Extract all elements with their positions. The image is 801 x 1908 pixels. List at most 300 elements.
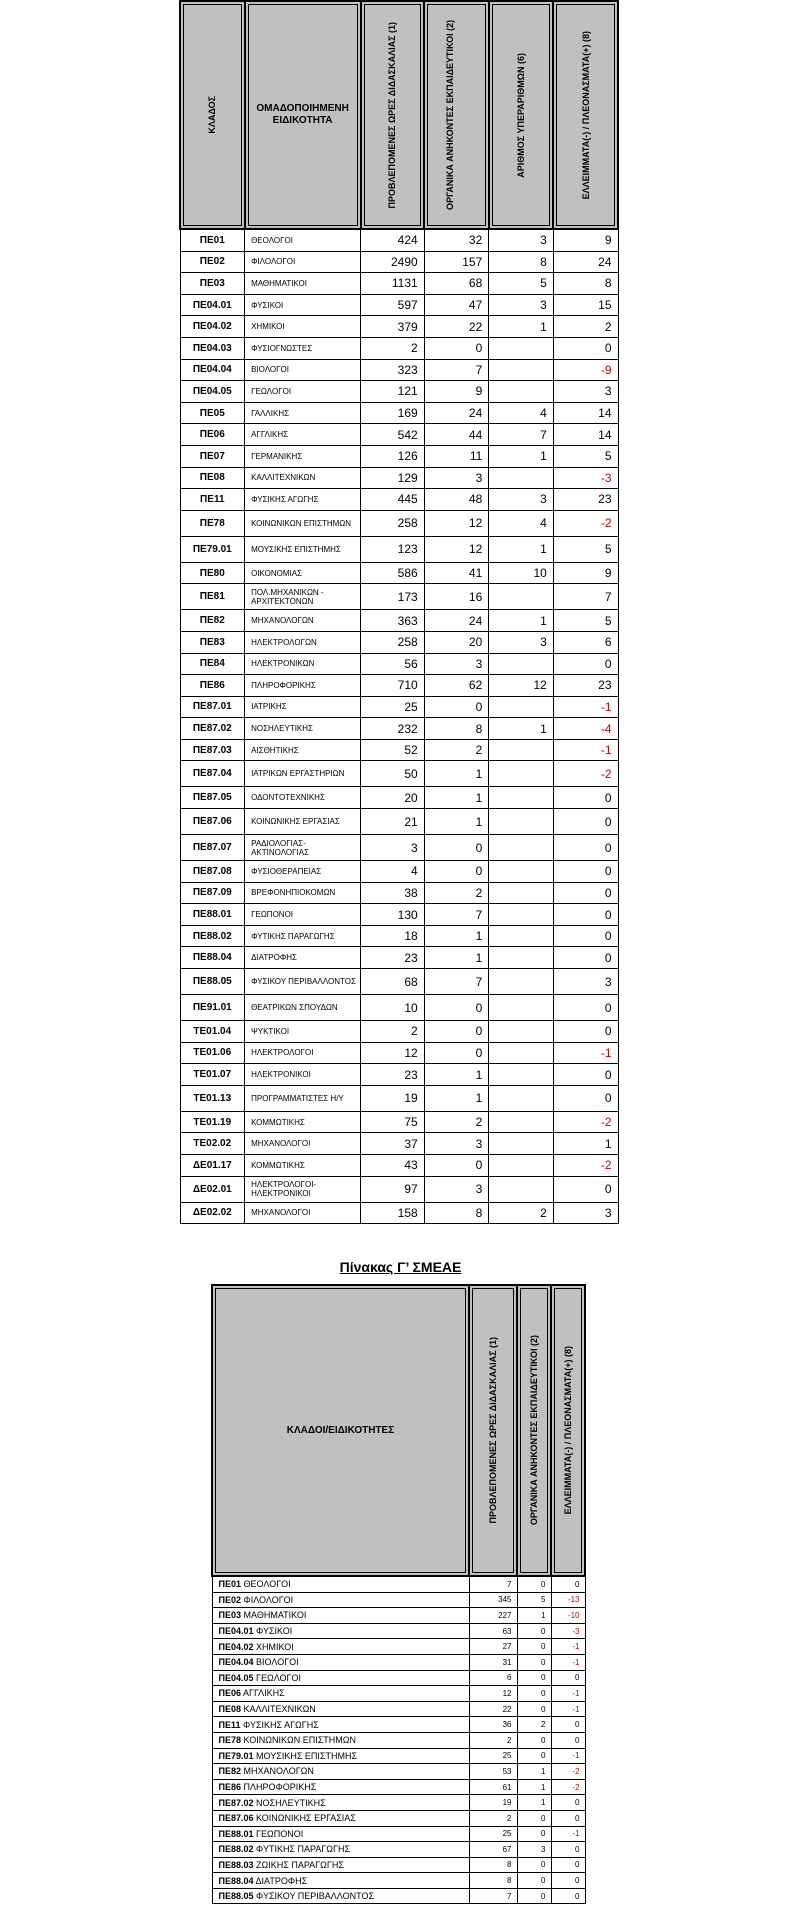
row-hours: 27 xyxy=(469,1639,517,1655)
table-row xyxy=(180,1021,618,1043)
row-name: ΜΗΧΑΝΟΛΟΓΩΝ xyxy=(243,1766,314,1777)
row-balance: 0 xyxy=(553,925,618,947)
row-hours: 4 xyxy=(361,861,425,883)
row-balance: 23 xyxy=(553,675,618,697)
row-organic: 1 xyxy=(424,1064,489,1086)
row-surplus xyxy=(489,882,554,904)
row-specialty: ΙΑΤΡΙΚΗΣ xyxy=(245,696,361,718)
header-organic xyxy=(424,1,489,229)
table-row xyxy=(180,1202,618,1224)
row-hours: 19 xyxy=(469,1795,517,1811)
row-hours: 10 xyxy=(361,995,425,1021)
row-hours: 1131 xyxy=(361,273,425,295)
row-balance: -3 xyxy=(553,467,618,489)
row-surplus: 3 xyxy=(489,631,554,653)
row-hours: 68 xyxy=(361,969,425,995)
row-specialty: ΠΟΛ.ΜΗΧΑΝΙΚΩΝ - ΑΡΧΙΤΕΚΤΟΝΩΝ xyxy=(245,584,361,610)
row-hours: 25 xyxy=(361,696,425,718)
row-balance: -10 xyxy=(551,1608,585,1624)
row-balance: -1 xyxy=(551,1639,585,1655)
row-organic: 3 xyxy=(424,1133,489,1155)
row-balance: -1 xyxy=(551,1701,585,1717)
row-surplus: 10 xyxy=(489,562,554,584)
row-balance: 15 xyxy=(553,294,618,316)
row-surplus xyxy=(489,359,554,381)
row-surplus xyxy=(489,1064,554,1086)
row-specialty xyxy=(212,1748,469,1764)
row-code: ΠΕ87.06 xyxy=(180,809,245,835)
row-specialty: ΚΑΛΛΙΤΕΧΝΙΚΩΝ xyxy=(245,467,361,489)
row-surplus xyxy=(489,381,554,403)
row-balance: -2 xyxy=(551,1764,585,1780)
row-code: ΠΕ87.09 xyxy=(180,882,245,904)
row-hours: 53 xyxy=(469,1764,517,1780)
table-row xyxy=(180,835,618,861)
row-balance: 0 xyxy=(553,809,618,835)
row-code: ΠΕ87.05 xyxy=(180,787,245,809)
row-surplus xyxy=(489,861,554,883)
row-balance: 23 xyxy=(553,489,618,511)
row-organic: 0 xyxy=(517,1623,551,1639)
row-balance: 0 xyxy=(553,1176,618,1202)
row-specialty xyxy=(212,1857,469,1873)
row-specialty xyxy=(212,1732,469,1748)
row-specialty xyxy=(212,1686,469,1702)
row-code: ΠΕ03 xyxy=(218,1610,242,1621)
row-code: ΠΕ04.03 xyxy=(180,337,245,359)
row-specialty xyxy=(212,1888,469,1904)
row-balance: 0 xyxy=(553,947,618,969)
row-code: ΤΕ02.02 xyxy=(180,1133,245,1155)
row-balance: 7 xyxy=(553,584,618,610)
row-code: ΤΕ01.04 xyxy=(180,1021,245,1043)
row-organic: 0 xyxy=(517,1857,551,1873)
row-specialty xyxy=(212,1623,469,1639)
header-balance-label: ΕΛΛΕΙΜΜΑΤΑ(-) / ΠΛΕΟΝΑΣΜΑΤΑ(+) (8) xyxy=(580,30,591,200)
row-code: ΠΕ87.07 xyxy=(180,835,245,861)
row-hours: 12 xyxy=(361,1042,425,1064)
table-row xyxy=(180,675,618,697)
row-hours: 7 xyxy=(469,1576,517,1592)
row-surplus xyxy=(489,696,554,718)
table-row xyxy=(212,1748,585,1764)
row-surplus: 3 xyxy=(489,229,554,251)
row-hours: 123 xyxy=(361,536,425,562)
row-surplus xyxy=(489,904,554,926)
row-surplus: 5 xyxy=(489,273,554,295)
row-organic: 68 xyxy=(424,273,489,295)
table-row xyxy=(212,1623,585,1639)
row-specialty: ΜΟΥΣΙΚΗΣ ΕΠΙΣΤΗΜΗΣ xyxy=(245,536,361,562)
row-specialty: ΜΗΧΑΝΟΛΟΓΩΝ xyxy=(245,610,361,632)
row-balance: 1 xyxy=(553,1133,618,1155)
table-row xyxy=(180,584,618,610)
row-code: ΤΕ01.07 xyxy=(180,1064,245,1086)
row-name: ΚΑΛΛΙΤΕΧΝΙΚΩΝ xyxy=(243,1704,316,1715)
row-organic: 1 xyxy=(517,1779,551,1795)
row-specialty xyxy=(212,1654,469,1670)
row-code: ΠΕ01 xyxy=(218,1579,242,1590)
row-organic: 20 xyxy=(424,631,489,653)
row-specialty: ΓΕΩΠΟΝΟΙ xyxy=(245,904,361,926)
row-hours: 18 xyxy=(361,925,425,947)
row-balance: -1 xyxy=(551,1686,585,1702)
row-code: ΠΕ79.01 xyxy=(218,1750,254,1761)
table-row xyxy=(212,1732,585,1748)
row-specialty xyxy=(212,1810,469,1826)
row-hours: 25 xyxy=(469,1748,517,1764)
row-balance: -2 xyxy=(551,1779,585,1795)
row-organic: 0 xyxy=(517,1639,551,1655)
table-row xyxy=(212,1888,585,1904)
row-hours: 31 xyxy=(469,1654,517,1670)
row-organic: 0 xyxy=(517,1826,551,1842)
row-hours: 56 xyxy=(361,653,425,675)
row-hours: 21 xyxy=(361,809,425,835)
row-organic: 0 xyxy=(517,1748,551,1764)
row-organic: 1 xyxy=(517,1764,551,1780)
table-row xyxy=(180,761,618,787)
row-organic: 24 xyxy=(424,402,489,424)
table-row xyxy=(212,1592,585,1608)
header-hours xyxy=(361,1,425,229)
row-hours: 67 xyxy=(469,1842,517,1858)
table-row xyxy=(180,1176,618,1202)
row-surplus: 2 xyxy=(489,1202,554,1224)
table-row xyxy=(180,251,618,273)
header-surplus-label: ΑΡΙΘΜΟΣ ΥΠΕΡΑΡΙΘΜΩΝ (6) xyxy=(516,52,527,178)
row-specialty: ΦΥΣΙΚΟΙ xyxy=(245,294,361,316)
row-code: ΠΕ87.01 xyxy=(180,696,245,718)
row-organic: 9 xyxy=(424,381,489,403)
row-hours: 23 xyxy=(361,1064,425,1086)
row-organic: 0 xyxy=(517,1670,551,1686)
row-surplus xyxy=(489,947,554,969)
row-code: ΠΕ04.02 xyxy=(180,316,245,338)
row-balance: -1 xyxy=(553,696,618,718)
row-code: ΠΕ08 xyxy=(218,1704,242,1715)
row-balance: -2 xyxy=(553,1111,618,1133)
row-code: ΠΕ88.02 xyxy=(218,1844,254,1855)
row-code: ΠΕ87.06 xyxy=(218,1813,254,1824)
row-specialty xyxy=(212,1842,469,1858)
row-balance: 5 xyxy=(553,445,618,467)
row-balance: -13 xyxy=(551,1592,585,1608)
row-hours: 227 xyxy=(469,1608,517,1624)
row-organic: 2 xyxy=(424,882,489,904)
table-row xyxy=(212,1717,585,1733)
row-organic: 0 xyxy=(517,1701,551,1717)
row-hours: 232 xyxy=(361,718,425,740)
row-organic: 24 xyxy=(424,610,489,632)
header-organic-label: ΟΡΓΑΝΙΚΑ ΑΝΗΚΟΝΤΕΣ ΕΚΠΑΙΔΕΥΤΙΚΟΙ (2) xyxy=(529,1335,539,1526)
row-code: ΠΕ88.04 xyxy=(218,1875,254,1886)
row-organic: 12 xyxy=(424,510,489,536)
row-balance: 0 xyxy=(551,1670,585,1686)
row-name: ΦΥΤΙΚΗΣ ΠΑΡΑΓΩΓΗΣ xyxy=(256,1844,351,1855)
row-organic: 2 xyxy=(517,1717,551,1733)
row-organic: 7 xyxy=(424,969,489,995)
row-specialty: ΑΓΓΛΙΚΗΣ xyxy=(245,424,361,446)
table-row xyxy=(212,1686,585,1702)
table-row xyxy=(212,1779,585,1795)
row-surplus xyxy=(489,835,554,861)
table-row xyxy=(180,718,618,740)
row-code: ΠΕ88.01 xyxy=(218,1828,254,1839)
staffing-table-smeae xyxy=(211,1284,586,1904)
row-balance: 0 xyxy=(553,882,618,904)
table-row xyxy=(212,1639,585,1655)
row-hours: 258 xyxy=(361,631,425,653)
row-hours: 38 xyxy=(361,882,425,904)
row-specialty xyxy=(212,1779,469,1795)
row-hours: 345 xyxy=(469,1592,517,1608)
row-organic: 0 xyxy=(517,1654,551,1670)
row-name: ΑΓΓΛΙΚΗΣ xyxy=(243,1688,285,1699)
table-row xyxy=(180,925,618,947)
table-row xyxy=(180,1155,618,1177)
table-row xyxy=(212,1810,585,1826)
row-code: ΠΕ87.02 xyxy=(218,1797,254,1808)
row-balance: -2 xyxy=(553,510,618,536)
row-code: ΠΕ07 xyxy=(180,445,245,467)
table-row xyxy=(180,969,618,995)
table-title-smeae: Πίνακας Γ’ ΣΜΕΑΕ xyxy=(339,1259,462,1275)
table-body xyxy=(180,229,618,1224)
table-row xyxy=(180,904,618,926)
row-hours: 121 xyxy=(361,381,425,403)
row-organic: 0 xyxy=(517,1686,551,1702)
row-surplus xyxy=(489,969,554,995)
row-balance: 0 xyxy=(551,1873,585,1889)
row-surplus xyxy=(489,1111,554,1133)
row-code: ΠΕ91.01 xyxy=(180,995,245,1021)
table-row xyxy=(180,445,618,467)
row-name: ΘΕΟΛΟΓΟΙ xyxy=(243,1579,291,1590)
row-organic: 3 xyxy=(424,1176,489,1202)
row-organic: 0 xyxy=(424,696,489,718)
row-code: ΠΕ82 xyxy=(218,1766,242,1777)
row-organic: 3 xyxy=(517,1842,551,1858)
table-body xyxy=(212,1576,585,1904)
row-surplus xyxy=(489,1042,554,1064)
row-organic: 0 xyxy=(517,1576,551,1592)
row-specialty xyxy=(212,1717,469,1733)
row-code: ΠΕ87.08 xyxy=(180,861,245,883)
header-surplus-count xyxy=(489,1,554,229)
row-code: ΠΕ88.02 xyxy=(180,925,245,947)
row-hours: 8 xyxy=(469,1857,517,1873)
row-balance: 9 xyxy=(553,229,618,251)
row-code: ΠΕ88.01 xyxy=(180,904,245,926)
row-specialty: ΦΥΣΙΟΘΕΡΑΠΕΙΑΣ xyxy=(245,861,361,883)
table-row xyxy=(180,787,618,809)
row-name: ΠΛΗΡΟΦΟΡΙΚΗΣ xyxy=(243,1782,317,1793)
row-hours: 2 xyxy=(469,1810,517,1826)
row-name: ΜΟΥΣΙΚΗΣ ΕΠΙΣΤΗΜΗΣ xyxy=(256,1750,358,1761)
row-organic: 8 xyxy=(424,1202,489,1224)
table-row xyxy=(180,653,618,675)
row-organic: 1 xyxy=(424,787,489,809)
row-specialty: ΧΗΜΙΚΟΙ xyxy=(245,316,361,338)
row-specialty: ΦΥΣΙΚΟΥ ΠΕΡΙΒΑΛΛΟΝΤΟΣ xyxy=(245,969,361,995)
row-code: ΠΕ82 xyxy=(180,610,245,632)
table-row xyxy=(180,1111,618,1133)
table-row xyxy=(180,995,618,1021)
row-surplus xyxy=(489,1155,554,1177)
row-organic: 2 xyxy=(424,1111,489,1133)
row-specialty: ΘΕΑΤΡΙΚΩΝ ΣΠΟΥΔΩΝ xyxy=(245,995,361,1021)
row-hours: 7 xyxy=(469,1888,517,1904)
row-specialty: ΗΛΕΚΤΡΟΛΟΓΟΙ xyxy=(245,1042,361,1064)
header-organic xyxy=(517,1285,551,1576)
table-row xyxy=(180,1042,618,1064)
row-organic: 0 xyxy=(517,1810,551,1826)
row-code: ΠΕ04.01 xyxy=(218,1626,254,1637)
row-balance: 9 xyxy=(553,562,618,584)
row-name: ΦΥΣΙΚΟΥ ΠΕΡΙΒΑΛΛΟΝΤΟΣ xyxy=(256,1891,375,1902)
row-specialty: ΒΙΟΛΟΓΟΙ xyxy=(245,359,361,381)
row-organic: 1 xyxy=(517,1795,551,1811)
header-organic-label: ΟΡΓΑΝΙΚΑ ΑΝΗΚΟΝΤΕΣ ΕΚΠΑΙΔΕΥΤΙΚΟΙ (2) xyxy=(445,19,456,211)
row-balance: 0 xyxy=(553,337,618,359)
row-balance: 3 xyxy=(553,1202,618,1224)
row-balance: 6 xyxy=(553,631,618,653)
row-surplus: 4 xyxy=(489,510,554,536)
table-row xyxy=(212,1826,585,1842)
header-hours-label: ΠΡΟΒΛΕΠΟΜΕΝΕΣ ΩΡΕΣ ΔΙΔΑΣΚΑΛΙΑΣ (1) xyxy=(488,1337,498,1524)
row-specialty: ΟΙΚΟΝΟΜΙΑΣ xyxy=(245,562,361,584)
row-surplus xyxy=(489,1176,554,1202)
row-organic: 0 xyxy=(424,861,489,883)
row-organic: 157 xyxy=(424,251,489,273)
row-organic: 32 xyxy=(424,229,489,251)
table-row xyxy=(180,739,618,761)
row-specialty xyxy=(212,1576,469,1592)
row-name: ΧΗΜΙΚΟΙ xyxy=(256,1641,294,1652)
table-row xyxy=(180,381,618,403)
row-specialty: ΚΟΙΝΩΝΙΚΩΝ ΕΠΙΣΤΗΜΩΝ xyxy=(245,510,361,536)
row-specialty: ΓΕΩΛΟΓΟΙ xyxy=(245,381,361,403)
row-specialty: ΜΗΧΑΝΟΛΟΓΟΙ xyxy=(245,1133,361,1155)
row-organic: 48 xyxy=(424,489,489,511)
row-hours: 586 xyxy=(361,562,425,584)
row-specialty: ΓΕΡΜΑΝΙΚΗΣ xyxy=(245,445,361,467)
row-specialty: ΟΔΟΝΤΟΤΕΧΝΙΚΗΣ xyxy=(245,787,361,809)
row-balance: -9 xyxy=(553,359,618,381)
header-hours-label: ΠΡΟΒΛΕΠΟΜΕΝΕΣ ΩΡΕΣ ΔΙΔΑΣΚΑΛΙΑΣ (1) xyxy=(387,21,398,209)
row-organic: 7 xyxy=(424,904,489,926)
row-specialty: ΜΑΘΗΜΑΤΙΚΟΙ xyxy=(245,273,361,295)
row-code: ΠΕ86 xyxy=(180,675,245,697)
row-specialty: ΔΙΑΤΡΟΦΗΣ xyxy=(245,947,361,969)
row-surplus: 1 xyxy=(489,316,554,338)
table-row xyxy=(180,467,618,489)
table-row xyxy=(180,947,618,969)
row-balance: 0 xyxy=(553,653,618,675)
row-code: ΠΕ88.05 xyxy=(180,969,245,995)
header-hours xyxy=(469,1285,517,1576)
table-row xyxy=(180,316,618,338)
row-organic: 0 xyxy=(424,995,489,1021)
row-code: ΠΕ87.04 xyxy=(180,761,245,787)
header-code-label: ΚΛΑΔΟΣ xyxy=(207,96,218,134)
row-specialty: ΗΛΕΚΤΡΟΛΟΓΟΙ-ΗΛΕΚΤΡΟΝΙΚΟΙ xyxy=(245,1176,361,1202)
row-specialty xyxy=(212,1826,469,1842)
row-organic: 0 xyxy=(424,1021,489,1043)
row-specialty: ΠΛΗΡΟΦΟΡΙΚΗΣ xyxy=(245,675,361,697)
row-code: ΠΕ04.05 xyxy=(180,381,245,403)
row-surplus: 12 xyxy=(489,675,554,697)
row-organic: 62 xyxy=(424,675,489,697)
row-organic: 41 xyxy=(424,562,489,584)
row-specialty: ΗΛΕΚΤΡΟΝΙΚΟΙ xyxy=(245,1064,361,1086)
row-hours: 258 xyxy=(361,510,425,536)
table-row xyxy=(180,510,618,536)
row-name: ΦΥΣΙΚΟΙ xyxy=(256,1626,293,1637)
row-surplus: 4 xyxy=(489,402,554,424)
table-row xyxy=(212,1764,585,1780)
row-surplus xyxy=(489,653,554,675)
row-surplus xyxy=(489,1021,554,1043)
row-balance: 14 xyxy=(553,402,618,424)
table-row xyxy=(212,1608,585,1624)
table-row xyxy=(212,1795,585,1811)
row-organic: 1 xyxy=(517,1608,551,1624)
row-balance: -3 xyxy=(551,1623,585,1639)
row-hours: 2 xyxy=(361,337,425,359)
row-balance: 0 xyxy=(553,1021,618,1043)
row-hours: 19 xyxy=(361,1085,425,1111)
row-balance: -2 xyxy=(553,761,618,787)
row-hours: 43 xyxy=(361,1155,425,1177)
row-hours: 22 xyxy=(469,1701,517,1717)
row-organic: 0 xyxy=(517,1873,551,1889)
table-row xyxy=(180,1133,618,1155)
row-hours: 363 xyxy=(361,610,425,632)
row-code: ΠΕ84 xyxy=(180,653,245,675)
row-hours: 8 xyxy=(469,1873,517,1889)
row-hours: 61 xyxy=(469,1779,517,1795)
row-hours: 597 xyxy=(361,294,425,316)
row-code: ΤΕ01.06 xyxy=(180,1042,245,1064)
table-row xyxy=(212,1857,585,1873)
table-row xyxy=(180,882,618,904)
row-specialty xyxy=(212,1764,469,1780)
row-surplus: 1 xyxy=(489,610,554,632)
row-surplus: 8 xyxy=(489,251,554,273)
row-hours: 2490 xyxy=(361,251,425,273)
table-row xyxy=(180,861,618,883)
row-name: ΓΕΩΛΟΓΟΙ xyxy=(256,1672,302,1683)
row-hours: 36 xyxy=(469,1717,517,1733)
row-surplus: 7 xyxy=(489,424,554,446)
table-row xyxy=(180,631,618,653)
row-balance: 0 xyxy=(553,995,618,1021)
header-balance-label: ΕΛΛΕΙΜΜΑΤΑ(-) / ΠΛΕΟΝΑΣΜΑΤΑ(+) (8) xyxy=(563,1346,573,1515)
row-surplus xyxy=(489,787,554,809)
row-balance: -1 xyxy=(553,1042,618,1064)
row-organic: 3 xyxy=(424,467,489,489)
row-balance: 0 xyxy=(551,1576,585,1592)
row-organic: 0 xyxy=(424,1042,489,1064)
row-hours: 379 xyxy=(361,316,425,338)
row-hours: 3 xyxy=(361,835,425,861)
row-specialty: ΚΟΜΜΩΤΙΚΗΣ xyxy=(245,1155,361,1177)
row-balance: 0 xyxy=(551,1717,585,1733)
row-balance: 0 xyxy=(551,1857,585,1873)
row-specialty: ΙΑΤΡΙΚΩΝ ΕΡΓΑΣΤΗΡΙΩΝ xyxy=(245,761,361,787)
